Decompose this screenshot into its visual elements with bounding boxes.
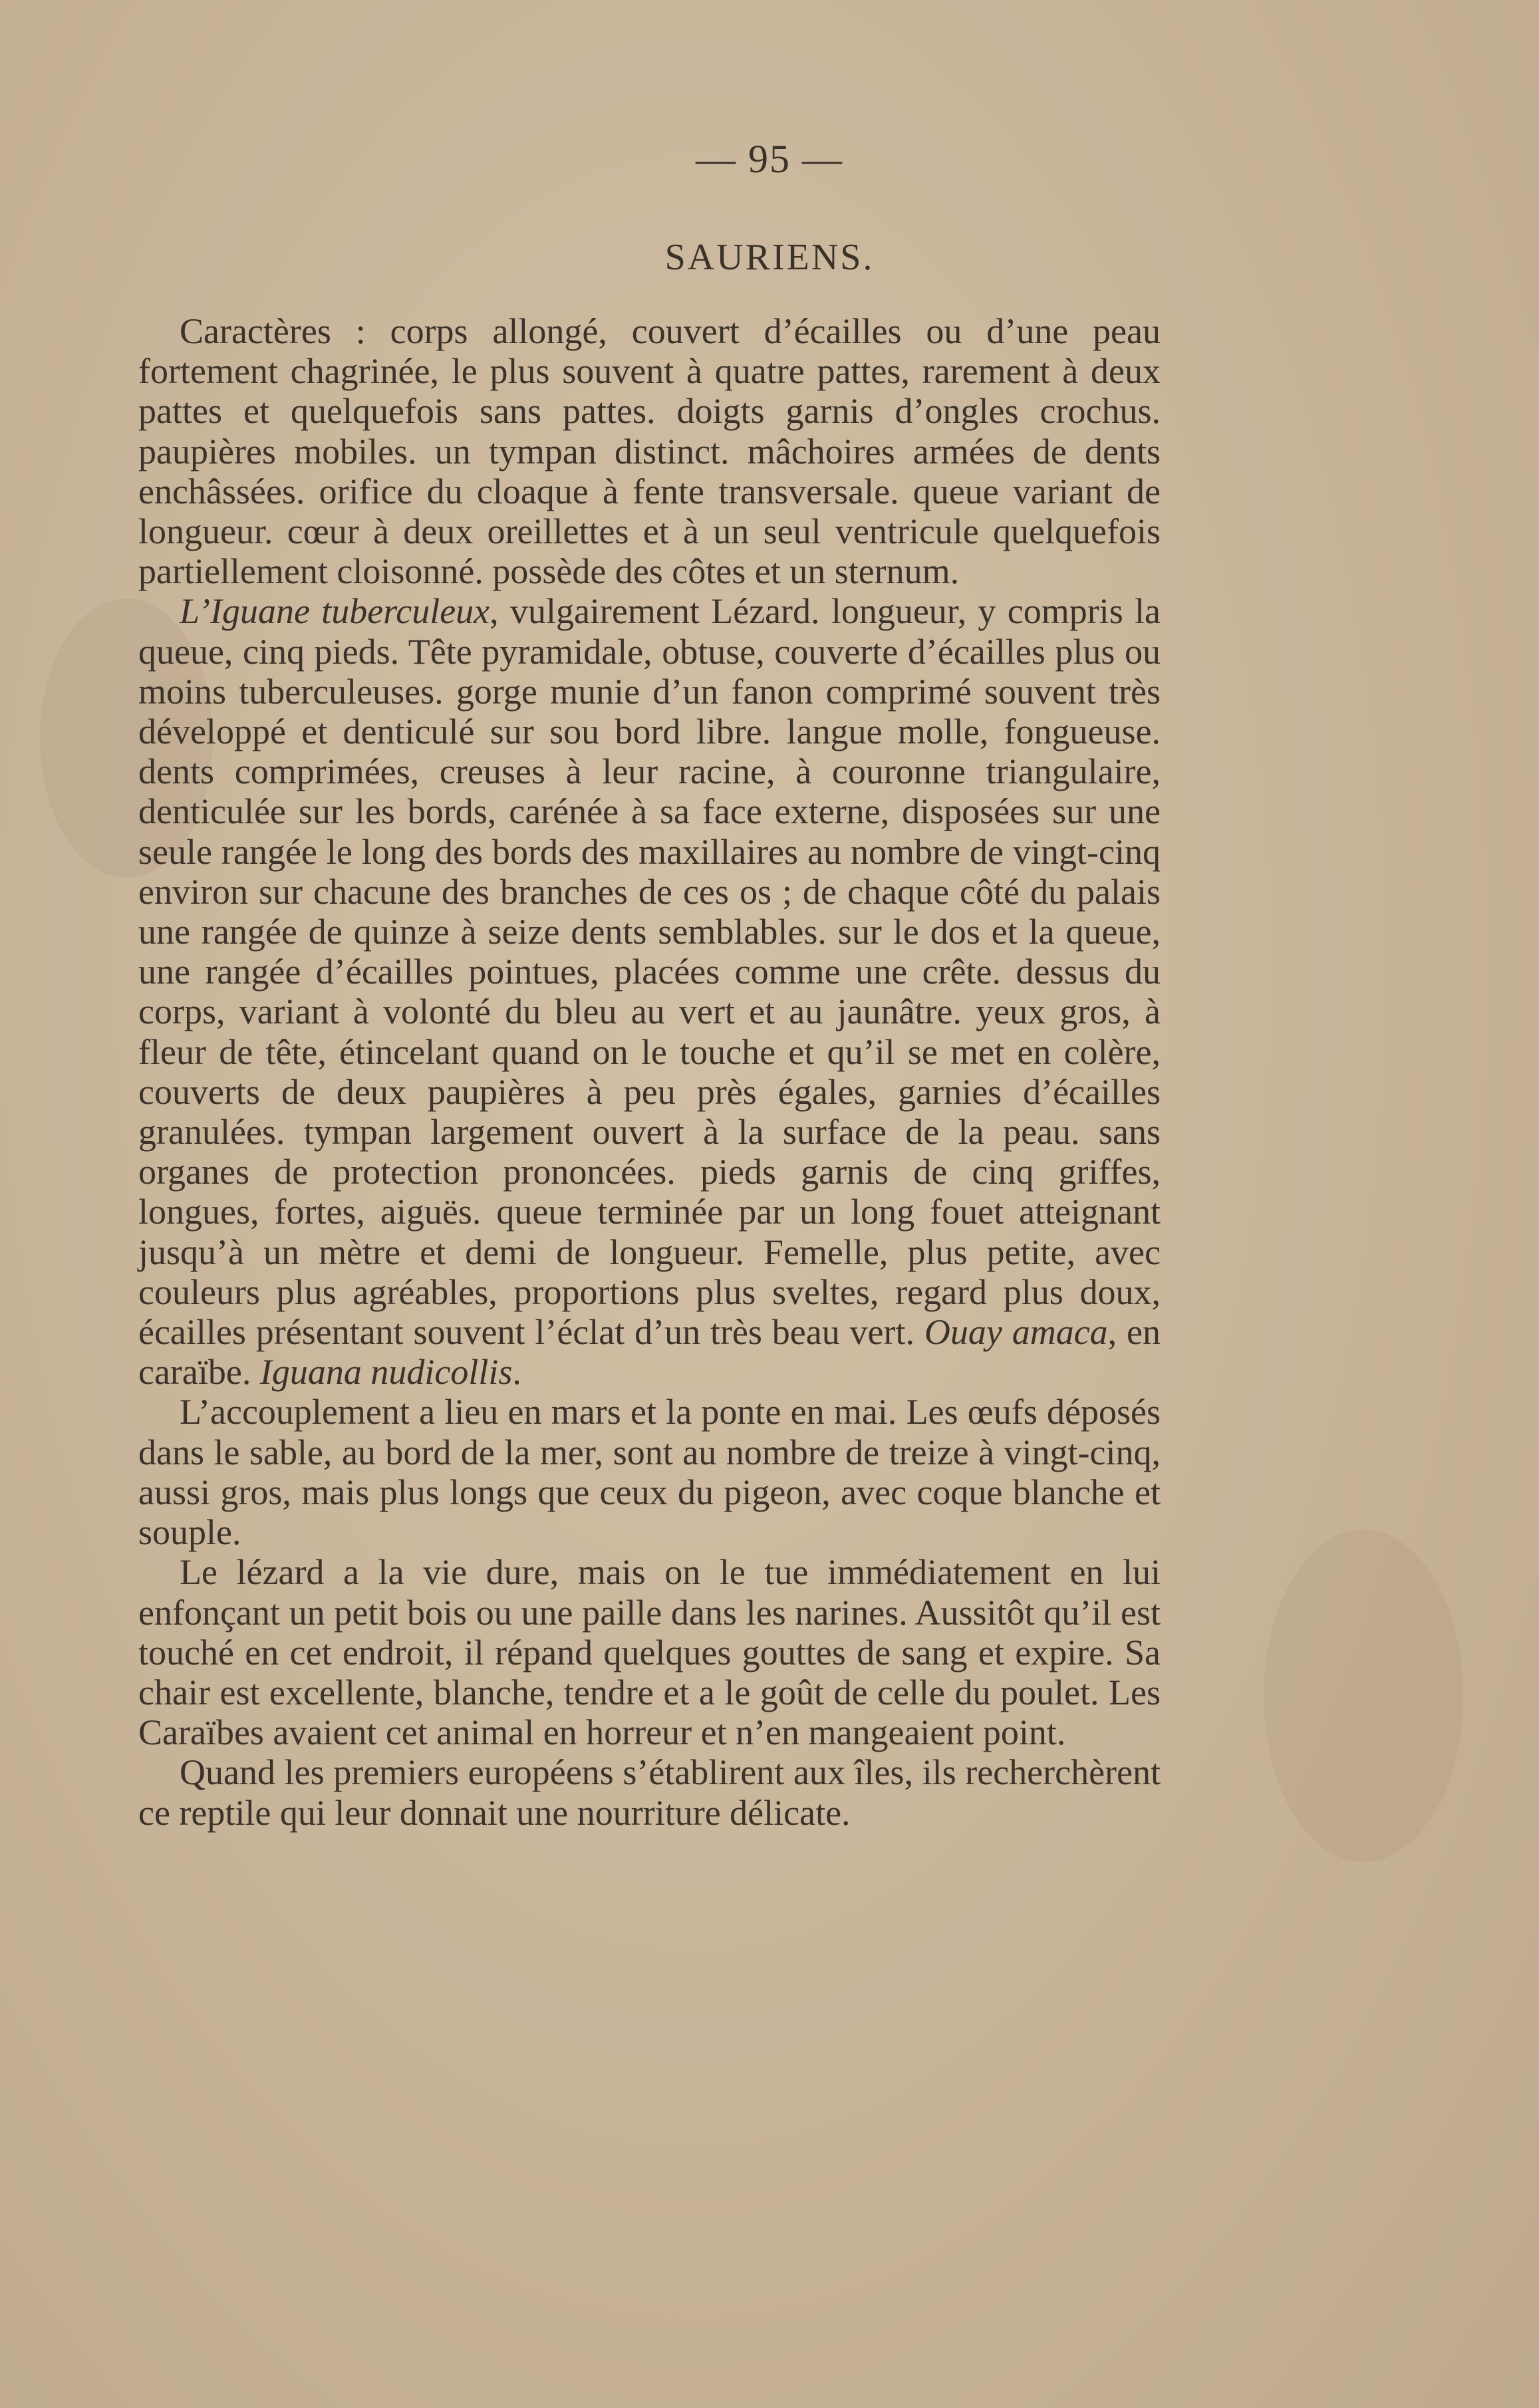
- paragraph-iguane: [138, 591, 1161, 1392]
- paragraph-europeans: Quand les premiers européens s’établirent aux îles, ils recherchèrent ce reptile qui leur donnait une nourriture délicate.: [138, 1752, 1161, 1833]
- paragraph-killing: Le lézard a la vie dure, mais on le tue immédiatement en lui enfonçant un petit bois ou une paille dans les narines. Aussitôt qu’il est touché en cet endroit, il répand quelques gouttes de sang et expire. Sa chair est excellente, blanche, tendre et a le goût de celle du poulet. Les Caraïbes avaient cet animal en horreur et n’en mangeaient point.: [138, 1552, 1161, 1753]
- paragraph-reproduction: L’accouplement a lieu en mars et la ponte en mai. Les œufs déposés dans le sable, au bord de la mer, sont au nombre de treize à vingt-cinq, aussi gros, mais plus longs que ceux du pigeon, avec coque blanche et souple.: [138, 1392, 1161, 1553]
- species-name-italic: L’Iguane tuberculeux: [180, 591, 490, 632]
- body-text: [138, 311, 1161, 1833]
- paragraph-iguane-mid: , en caraïbe.: [138, 1312, 1161, 1393]
- page-number: — 95 —: [696, 137, 843, 181]
- paragraph-iguane-text: , vulgairement Lézard. longueur, y compris la queue, cinq pieds. Tête pyramidale, obtuse, couverte d’écailles plus ou moins tuberculeuses. gorge munie d’un fanon comprimé souvent très développé et denticulé sur sou bord libre. langue molle, fongueuse. dents comprimées, creuses à leur racine, à couronne triangulaire, denticulée sur les bords, carénée à sa face externe, disposées sur une seule rangée le long des bords des maxillaires au nombre de vingt-cinq environ sur chacune des branches de ces os ; de chaque côté du palais une rangée de quinze à seize dents semblables. sur le dos et la queue, une rangée d’écailles pointues, placées comme une crête. dessus du corps, variant à volonté du bleu au vert et au jaunâtre. yeux gros, à fleur de tête, étincelant quand on le touche et qu’il se met en colère, couverts de deux paupières à peu près égales, garnies d’écailles granulées. tympan largement ouvert à la surface de la peau. sans organes de protection prononcées. pieds garnis de cinq griffes, longues, fortes, aiguës. queue terminée par un long fouet atteignant jusqu’à un mètre et demi de longueur. Femelle, plus petite, avec couleurs plus agréables, proportions plus sveltes, regard plus doux, écailles présentant souvent l’éclat d’un très beau vert.: [138, 591, 1161, 1353]
- paragraph-characteristics: Caractères : corps allongé, couvert d’écailles ou d’une peau fortement chagrinée, le plus souvent à quatre pattes, rarement à deux pattes et quelquefois sans pattes. doigts garnis d’ongles crochus. paupières mobiles. un tympan distinct. mâchoires armées de dents enchâssées. orifice du cloaque à fente transversale. queue variant de longueur. cœur à deux oreillettes et à un seul ventricule quelquefois partiellement cloisonné. possède des côtes et un sternum.: [138, 311, 1161, 592]
- section-title: SAURIENS.: [664, 237, 875, 278]
- latin-name-italic: Iguana nudicollis: [259, 1352, 513, 1393]
- paper-stain: [1264, 1530, 1463, 1862]
- carib-name-italic: Ouay amaca: [924, 1312, 1108, 1353]
- paragraph-iguane-end: .: [512, 1352, 521, 1393]
